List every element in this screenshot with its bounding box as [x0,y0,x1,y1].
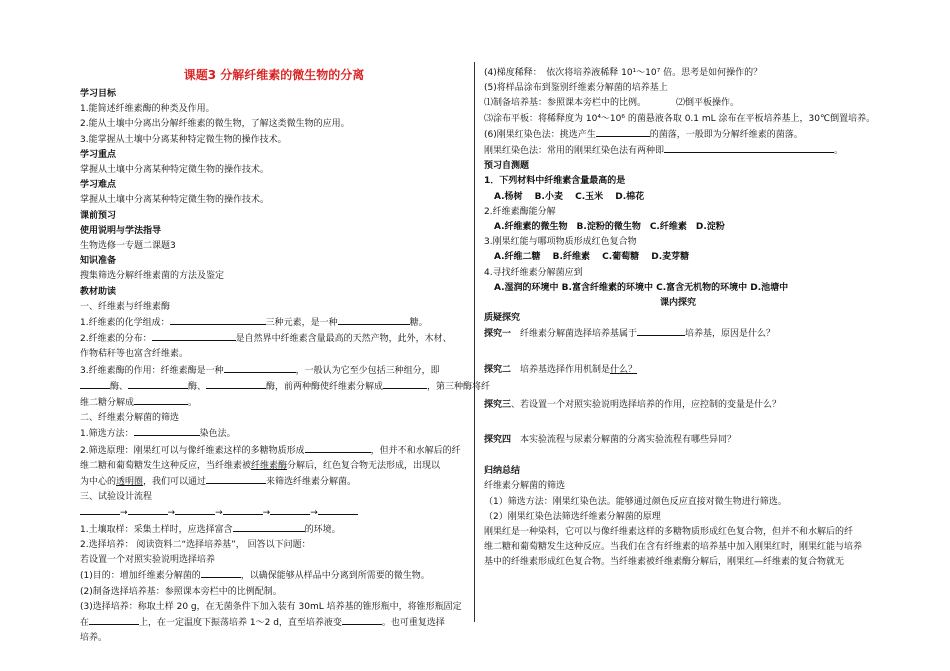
goal-item: 2.能从土壤中分离出分解纤维素的微生物，了解这类微生物的应用。 [80,119,350,130]
text-line: (3)选择培养：称取土样 20 g，在无菌条件下加入装有 30mL 培养基的锥形瓶中，将锥形瓶固定 [80,601,462,612]
answer-blank[interactable] [128,379,188,389]
answer-blank[interactable] [170,315,266,325]
section-heading: 教材助读 [80,286,117,297]
flow-blank[interactable] [270,505,310,515]
section-heading: 学习目标 [80,89,117,99]
fill-line: 酶、 酶、 酶，前两种酶使纤维素分解成 ，第三种酶将纤 [80,379,468,395]
answer-blank[interactable] [134,426,200,436]
flow-blank[interactable] [223,505,263,515]
text-line: ⑴制备培养基：参照课本旁栏中的比例。 ⑵倒平板操作。 [484,98,740,109]
answer-blank[interactable] [89,615,139,625]
text-line: (2)制备选择培养基：参照课本旁栏中的比例配制。 [80,586,282,597]
text-line: 若设置一个对照实验说明选择培养 [80,555,216,566]
fill-line: 维二糖分解成 。 [80,395,468,411]
answer-blank[interactable] [201,568,241,578]
difficulty-point: 掌握从土壤中分离某种特定微生物的操作技术。 [80,195,270,206]
page-title: 课题3 分解纤维素的微生物的分离 [183,68,365,82]
fill-line: 为中心的透明圈，我们可以通过 来筛选纤维素分解菌。 [80,474,468,490]
answer-blank[interactable] [637,326,685,336]
answer-blank[interactable] [134,395,188,405]
fill-line: 在 上，在一定温度下振荡培养 1～2 d，直至培养液变 。也可重复选择 [80,615,468,631]
section-heading: 学习难点 [80,180,117,191]
text-line: 作物秸秆等也富含纤维素。 [80,349,189,360]
subsection-title: 二、纤维素分解菌的筛选 [80,413,180,424]
text-line: ⑶涂布平板：将稀释度为 10⁴～10⁶ 的菌悬液各取 0.1 mL 涂布在平板培养基上，30℃倒置培养。 [484,113,876,124]
subsection-title: 一、纤维素与纤维素酶 [80,301,171,312]
summary-line: （2）刚果红染色法筛选纤维素分解菌的原理 [484,511,661,522]
flow-blank[interactable] [128,505,168,515]
right-column [484,66,876,571]
quiz-question: 4.寻找纤维素分解菌应到 [484,267,583,278]
flow-chart-blanks: → → → → → [80,505,468,521]
summary-line: 基中的纤维素形成红色复合物。当纤维素被纤维素酶分解后，刚果红—纤维素的复合物就无 [484,557,845,568]
answer-blank[interactable] [342,615,382,625]
answer-blank[interactable] [152,331,236,341]
goal-item: 1.能简述纤维素酶的种类及作用。 [80,104,215,115]
section-heading: 预习自测题 [484,161,530,172]
fill-line: (1)目的：增加纤维素分解菌的 ，以确保能够从样品中分离到所需要的微生物。 [80,568,468,584]
section-heading: 质疑探究 [484,313,521,324]
quiz-question: 3.刚果红能与哪项物质形成红色复合物 [484,237,637,248]
flow-blank[interactable] [175,505,215,515]
inquiry-question: 探究三、若设置一个对照实验说明选择培养的作用，应控制的变量是什么？ [484,399,782,410]
quiz-question: 1．下列材料中纤维素含量最高的是 [484,176,626,187]
answer-blank[interactable] [664,143,834,153]
subsection-title: 三、试验设计流程 [80,492,153,503]
section-heading: 使用说明与学法指导 [80,225,162,236]
quiz-options[interactable]: A.纤维二糖 B.纤维素 C.葡萄糖 D.麦芽糖 [494,252,690,263]
goal-item: 3.能掌握从土壤中分离某种特定微生物的操作技术。 [80,134,287,145]
answer-blank[interactable] [338,315,410,325]
fill-line: (6)刚果红染色法：挑选产生 的菌落，一般即为分解纤维素的菌落。 [484,127,872,143]
fill-line: 1.筛选方法： 染色法。 [80,426,468,442]
section-heading: 归纳总结 [484,466,521,477]
section-heading: 知识准备 [80,256,117,267]
summary-line: 维二糖和葡萄糖发生这种反应。当我们在含有纤维素的培养基中加入刚果红时，刚果红能与培养 [484,542,863,553]
summary-line: 纤维素分解菌的筛选 [484,481,566,492]
fill-line: 刚果红染色法：常用的刚果红染色法有两种即 。 [484,143,872,159]
fill-line: 2.筛选原理：刚果红可以与像纤维素这样的多糖物质形成 ，但并不和水解后的纤 [80,443,468,459]
flow-blank[interactable] [318,505,358,515]
quiz-options[interactable]: A.杨树 B.小麦 C.玉米 D.棉花 [494,191,645,202]
column-divider [474,62,475,622]
answer-blank[interactable] [305,443,371,453]
quiz-question: 2.纤维素酶能分解 [484,206,556,217]
answer-blank[interactable] [224,363,296,373]
section-heading: 学习重点 [80,149,117,160]
answer-blank[interactable] [206,474,266,484]
answer-blank[interactable] [383,379,427,389]
text-line: (4)梯度稀释： 依次将培养液稀释 10¹～10⁷ 倍。思考是如何操作的？ [484,68,763,78]
quiz-options[interactable]: A.湿润的环境中 B.富含纤维素的环境中 C.富含无机物的环境中 D.池塘中 [494,282,789,293]
fill-line: 3.纤维素酶的作用：纤维素酶是一种 ，一般认为它至少包括三种组分，即 [80,363,468,379]
summary-line: 刚果红是一种染料，它可以与像纤维素这样的多糖物质形成红色复合物，但并不和水解后的纤 [484,527,854,538]
fill-line: 维二糖和葡萄糖发生这种反应，当纤维素被纤维素酶分解后，红色复合物无法形成，出现以 [80,460,441,471]
knowledge-text: 搜集筛选分解纤维素菌的方法及鉴定 [80,271,225,282]
answer-blank[interactable] [233,522,305,532]
left-column [80,66,491,646]
inquiry-question: 探究四 本实验流程与尿素分解菌的分离实验流程有哪些异同？ [484,435,737,446]
fill-line: 1.纤维素的化学组成： 三种元素，是一种 糖。 [80,315,468,331]
summary-line: （1）筛选方法：刚果红染色法。能够通过颜色反应直接对微生物进行筛选。 [484,496,787,507]
quiz-options[interactable]: A.纤维素的微生物 B.淀粉的微生物 C.纤维素 D.淀粉 [494,222,725,233]
fill-line: 2.纤维素的分布： 是自然界中纤维素含量最高的天然产物，此外，木材、 [80,331,468,347]
usage-text: 生物选修一专题二课题3 [80,241,176,252]
section-heading: 课内探究 [659,298,696,309]
inquiry-question: 探究一 纤维素分解菌选择培养基属于 培养基，原因是什么？ [484,326,872,342]
section-heading: 课前预习 [80,210,117,221]
text-line: (5)将样品涂布到鉴别纤维素分解菌的培养基上 [484,83,668,94]
text-line: 2.选择培养： 阅读资料二“选择培养基”， 回答以下问题： [80,539,311,550]
fill-line: 1.土壤取样：采集土样时，应选择富含 的环境。 [80,522,468,538]
flow-blank[interactable] [80,505,120,515]
key-point: 掌握从土壤中分离某种特定微生物的操作技术。 [80,165,270,176]
text-line: 培养。 [80,633,108,644]
answer-blank[interactable] [596,127,650,137]
inquiry-question: 探究二 培养基选择作用机制是什么？ [484,364,638,375]
answer-blank[interactable] [80,379,110,389]
answer-blank[interactable] [206,379,266,389]
